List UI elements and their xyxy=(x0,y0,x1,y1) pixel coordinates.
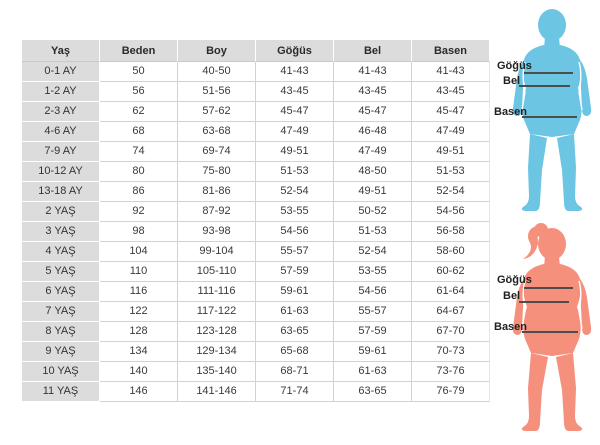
table-row xyxy=(22,122,490,142)
table-cell: 110 xyxy=(100,262,178,282)
table-cell: 92 xyxy=(100,202,178,222)
table-cell: 45-47 xyxy=(334,102,412,122)
table-cell: 93-98 xyxy=(178,222,256,242)
table-cell: 65-68 xyxy=(256,342,334,362)
boy-chest-label: Göğüs xyxy=(497,60,532,72)
table-row xyxy=(22,282,490,302)
table-cell: 49-51 xyxy=(412,142,490,162)
table-cell: 99-104 xyxy=(178,242,256,262)
column-header-size: Beden xyxy=(100,40,178,62)
table-cell: 54-56 xyxy=(412,202,490,222)
girl-waist-label: Bel xyxy=(503,290,521,302)
table-cell: 134 xyxy=(100,342,178,362)
table-cell: 60-62 xyxy=(412,262,490,282)
table-cell: 128 xyxy=(100,322,178,342)
table-cell: 54-56 xyxy=(256,222,334,242)
girl-hips-label: Basen xyxy=(494,321,528,333)
table-cell: 71-74 xyxy=(256,382,334,402)
table-cell: 59-61 xyxy=(256,282,334,302)
row-header-age: 8 YAŞ xyxy=(22,322,100,342)
table-cell: 53-55 xyxy=(334,262,412,282)
table-cell: 140 xyxy=(100,362,178,382)
table-cell: 54-56 xyxy=(334,282,412,302)
row-header-age: 2-3 AY xyxy=(22,102,100,122)
table-cell: 55-57 xyxy=(256,242,334,262)
table-row xyxy=(22,362,490,382)
table-cell: 51-53 xyxy=(412,162,490,182)
header-row xyxy=(22,40,490,62)
table-cell: 111-116 xyxy=(178,282,256,302)
table-row xyxy=(22,262,490,282)
row-header-age: 1-2 AY xyxy=(22,82,100,102)
table-cell: 63-68 xyxy=(178,122,256,142)
table-cell: 98 xyxy=(100,222,178,242)
size-table-header xyxy=(22,40,490,62)
column-header-age: Yaş xyxy=(22,40,100,62)
table-cell: 87-92 xyxy=(178,202,256,222)
row-header-age: 11 YAŞ xyxy=(22,382,100,402)
table-cell: 50 xyxy=(100,62,178,82)
table-row xyxy=(22,322,490,342)
table-cell: 74 xyxy=(100,142,178,162)
table-cell: 123-128 xyxy=(178,322,256,342)
table-cell: 61-63 xyxy=(334,362,412,382)
column-header-chest: Göğüs xyxy=(256,40,334,62)
row-header-age: 7 YAŞ xyxy=(22,302,100,322)
table-row xyxy=(22,222,490,242)
table-cell: 122 xyxy=(100,302,178,322)
table-cell: 51-53 xyxy=(256,162,334,182)
table-cell: 45-47 xyxy=(256,102,334,122)
row-header-age: 5 YAŞ xyxy=(22,262,100,282)
table-cell: 41-43 xyxy=(412,62,490,82)
table-cell: 76-79 xyxy=(412,382,490,402)
table-row xyxy=(22,162,490,182)
table-cell: 61-64 xyxy=(412,282,490,302)
table-row xyxy=(22,302,490,322)
table-cell: 80 xyxy=(100,162,178,182)
table-cell: 86 xyxy=(100,182,178,202)
column-header-hips: Basen xyxy=(412,40,490,62)
table-cell: 56 xyxy=(100,82,178,102)
table-cell: 68 xyxy=(100,122,178,142)
girl-waist-line xyxy=(519,301,569,303)
table-cell: 57-59 xyxy=(256,262,334,282)
table-row xyxy=(22,242,490,262)
table-row xyxy=(22,202,490,222)
table-cell: 50-52 xyxy=(334,202,412,222)
table-cell: 67-70 xyxy=(412,322,490,342)
table-cell: 52-54 xyxy=(412,182,490,202)
column-header-height: Boy xyxy=(178,40,256,62)
table-cell: 47-49 xyxy=(412,122,490,142)
size-table xyxy=(22,40,490,402)
table-cell: 55-57 xyxy=(334,302,412,322)
table-cell: 129-134 xyxy=(178,342,256,362)
table-cell: 57-59 xyxy=(334,322,412,342)
table-cell: 43-45 xyxy=(256,82,334,102)
table-cell: 41-43 xyxy=(334,62,412,82)
table-cell: 47-49 xyxy=(334,142,412,162)
table-cell: 141-146 xyxy=(178,382,256,402)
table-cell: 63-65 xyxy=(256,322,334,342)
table-cell: 56-58 xyxy=(412,222,490,242)
table-cell: 45-47 xyxy=(412,102,490,122)
table-cell: 43-45 xyxy=(334,82,412,102)
table-cell: 57-62 xyxy=(178,102,256,122)
table-cell: 49-51 xyxy=(256,142,334,162)
row-header-age: 6 YAŞ xyxy=(22,282,100,302)
table-cell: 43-45 xyxy=(412,82,490,102)
size-table-body xyxy=(22,62,490,402)
table-cell: 46-48 xyxy=(334,122,412,142)
row-header-age: 2 YAŞ xyxy=(22,202,100,222)
table-cell: 75-80 xyxy=(178,162,256,182)
table-cell: 68-71 xyxy=(256,362,334,382)
girl-ponytail xyxy=(523,226,538,259)
table-cell: 61-63 xyxy=(256,302,334,322)
row-header-age: 9 YAŞ xyxy=(22,342,100,362)
table-cell: 81-86 xyxy=(178,182,256,202)
row-header-age: 0-1 AY xyxy=(22,62,100,82)
table-row xyxy=(22,102,490,122)
table-cell: 59-61 xyxy=(334,342,412,362)
table-cell: 69-74 xyxy=(178,142,256,162)
row-header-age: 10 YAŞ xyxy=(22,362,100,382)
table-cell: 40-50 xyxy=(178,62,256,82)
table-row xyxy=(22,342,490,362)
table-cell: 52-54 xyxy=(256,182,334,202)
table-cell: 146 xyxy=(100,382,178,402)
table-cell: 51-53 xyxy=(334,222,412,242)
table-row xyxy=(22,82,490,102)
table-cell: 47-49 xyxy=(256,122,334,142)
girl-chest-line xyxy=(524,287,573,289)
table-cell: 58-60 xyxy=(412,242,490,262)
table-cell: 51-56 xyxy=(178,82,256,102)
boy-waist-line xyxy=(519,85,570,87)
table-cell: 62 xyxy=(100,102,178,122)
table-row xyxy=(22,182,490,202)
row-header-age: 7-9 AY xyxy=(22,142,100,162)
table-cell: 105-110 xyxy=(178,262,256,282)
table-cell: 49-51 xyxy=(334,182,412,202)
table-row xyxy=(22,142,490,162)
table-row xyxy=(22,382,490,402)
table-cell: 70-73 xyxy=(412,342,490,362)
column-header-waist: Bel xyxy=(334,40,412,62)
table-cell: 48-50 xyxy=(334,162,412,182)
row-header-age: 3 YAŞ xyxy=(22,222,100,242)
table-cell: 63-65 xyxy=(334,382,412,402)
table-cell: 41-43 xyxy=(256,62,334,82)
row-header-age: 13-18 AY xyxy=(22,182,100,202)
row-header-age: 4-6 AY xyxy=(22,122,100,142)
table-cell: 117-122 xyxy=(178,302,256,322)
row-header-age: 10-12 AY xyxy=(22,162,100,182)
boy-chest-line xyxy=(524,72,573,74)
table-cell: 104 xyxy=(100,242,178,262)
boy-waist-label: Bel xyxy=(503,75,521,87)
table-row xyxy=(22,62,490,82)
table-cell: 52-54 xyxy=(334,242,412,262)
table-cell: 73-76 xyxy=(412,362,490,382)
boy-hips-label: Basen xyxy=(494,106,528,118)
girl-chest-label: Göğüs xyxy=(497,274,532,286)
table-cell: 135-140 xyxy=(178,362,256,382)
table-cell: 116 xyxy=(100,282,178,302)
girl-hips-line xyxy=(522,331,578,333)
boy-hips-line xyxy=(522,116,577,118)
table-cell: 53-55 xyxy=(256,202,334,222)
table-cell: 64-67 xyxy=(412,302,490,322)
row-header-age: 4 YAŞ xyxy=(22,242,100,262)
